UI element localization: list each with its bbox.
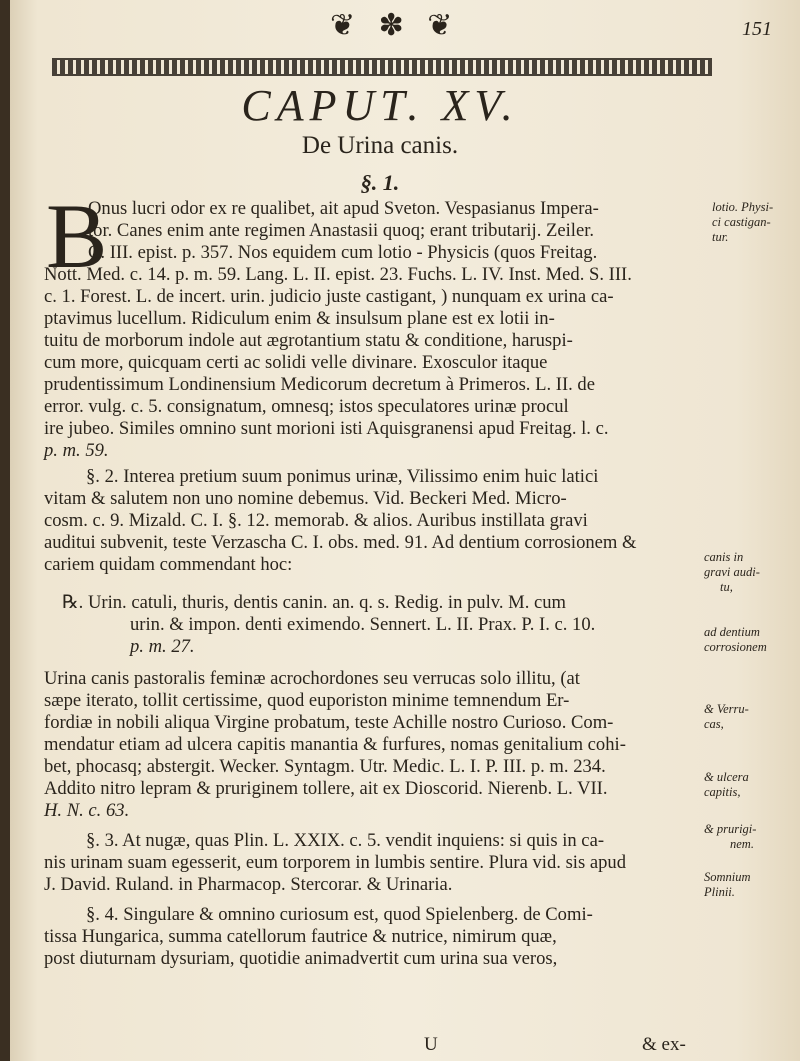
text-line: auditui subvenit, teste Verzascha C. I. obs. med. 91. Ad dentium corrosionem & <box>44 532 637 553</box>
text-line: ptavimus lucellum. Ridiculum enim & insulsum plane est ex lotii in- <box>44 308 555 329</box>
section-marker: §. 1. <box>360 170 400 195</box>
text-line: cariem quidam commendant hoc: <box>44 554 293 575</box>
margin-note: cas, <box>704 717 724 731</box>
margin-note: nem. <box>730 837 754 851</box>
margin-note: corrosionem <box>704 640 767 654</box>
text-line: p. m. 27. <box>130 636 195 657</box>
margin-note: tu, <box>720 580 733 594</box>
header-ornament: ❦ ✽ ❦ <box>330 9 461 42</box>
text-line: tissa Hungarica, summa catellorum fautrice & nutrice, nimirum quæ, <box>44 926 557 947</box>
text-line: ire jubeo. Similes omnino sunt morioni isti Aquisgranensi apud Freitag. l. c. <box>44 418 609 439</box>
text-line: fordiæ in nobili aliqua Virgine probatum, teste Achille nostro Curioso. Com- <box>44 712 614 733</box>
text-line: Nott. Med. c. 14. p. m. 59. Lang. L. II. epist. 23. Fuchs. L. IV. Inst. Med. S. III. <box>44 264 632 285</box>
text-line: tuitu de morborum indole aut ægrotantium statu & conditione, haruspi- <box>44 330 573 351</box>
text-line: H. N. c. 63. <box>44 800 130 821</box>
text-line: tor. Canes enim ante regimen Anastasii quoq; erant tributarij. Zeiler. <box>88 220 595 241</box>
text-line: §. 4. Singulare & omnino curiosum est, quod Spielenberg. de Comi- <box>86 904 593 925</box>
text-line: vitam & salutem non uno nomine debemus. Vid. Beckeri Med. Micro- <box>44 488 567 509</box>
margin-note: canis in <box>704 550 744 564</box>
margin-note: Somnium <box>704 870 751 884</box>
text-line: Onus lucri odor ex re qualibet, ait apud Sveton. Vespasianus Impera- <box>88 198 599 219</box>
page-number: 151 <box>742 18 772 40</box>
drop-cap: B <box>46 185 108 287</box>
margin-note: & prurigi- <box>704 822 757 836</box>
margin-note: & ulcera <box>704 770 749 784</box>
text-line: cum more, quicquam certi ac solidi velle divinare. Exosculor itaque <box>44 352 548 373</box>
margin-note: Plinii. <box>704 885 735 899</box>
chapter-title: CAPUT. XV. <box>241 81 519 130</box>
text-line: C. III. epist. p. 357. Nos equidem cum lotio - Physicis (quos Freitag. <box>88 242 598 263</box>
text-line: cosm. c. 9. Mizald. C. I. §. 12. memorab. & alios. Auribus instillata gravi <box>44 510 588 531</box>
text-line: post diuturnam dysuriam, quotidie animadvertit cum urina sua veros, <box>44 948 558 969</box>
text-line: p. m. 59. <box>44 440 109 461</box>
signature-mark: U <box>424 1034 438 1055</box>
text-line: J. David. Ruland. in Pharmacop. Stercorar. & Urinaria. <box>44 874 453 895</box>
margin-note: & Verru- <box>704 702 749 716</box>
text-line: prudentissimum Londinensium Medicorum decretum à Primeros. L. II. de <box>44 374 595 395</box>
text-line: §. 2. Interea pretium suum ponimus urinæ, Vilissimo enim huic latici <box>86 466 599 487</box>
margin-note: capitis, <box>704 785 741 799</box>
text-line: Addito nitro lepram & pruriginem tollere, ait ex Dioscorid. Nierenb. L. VII. <box>44 778 608 799</box>
chapter-subtitle: De Urina canis. <box>301 132 459 159</box>
text-line: Urina canis pastoralis feminæ acrochordones seu verrucas solo illitu, (at <box>44 668 580 689</box>
text-line: nis urinam suam egesserit, eum torporem in lumbis sentire. Plura vid. sis apud <box>44 852 626 873</box>
text-line: error. vulg. c. 5. consignatum, omnesq; istos speculatores urinæ procul <box>44 396 569 417</box>
margin-note: gravi audi- <box>704 565 760 579</box>
catchword: & ex- <box>642 1034 686 1055</box>
text-line: bet, phocasq; abstergit. Wecker. Syntagm. Utr. Medic. L. I. P. III. p. m. 234. <box>44 756 606 777</box>
text-line: ℞. Urin. catuli, thuris, dentis canin. an. q. s. Redig. in pulv. M. cum <box>62 592 567 613</box>
text-line: sæpe iterato, tollit certissime, quod euporiston minime temnendum Er- <box>44 690 570 711</box>
text-line: §. 3. At nugæ, quas Plin. L. XXIX. c. 5. vendit inquiens: si quis in ca- <box>86 830 605 851</box>
margin-note: lotio. Physi- <box>712 200 774 214</box>
margin-note: ad dentium <box>704 625 760 639</box>
margin-note: tur. <box>712 230 729 244</box>
text-line: c. 1. Forest. L. de incert. urin. judicio juste castigant, ) nunquam ex urina ca- <box>44 286 614 307</box>
text-line: mendatur etiam ad ulcera capitis manantia & furfures, nomas genitalium cohi- <box>44 734 626 755</box>
margin-note: ci castigan- <box>712 215 771 229</box>
decorative-band <box>52 58 712 76</box>
text-line: urin. & impon. denti eximendo. Sennert. L. II. Prax. P. I. c. 10. <box>130 614 596 635</box>
